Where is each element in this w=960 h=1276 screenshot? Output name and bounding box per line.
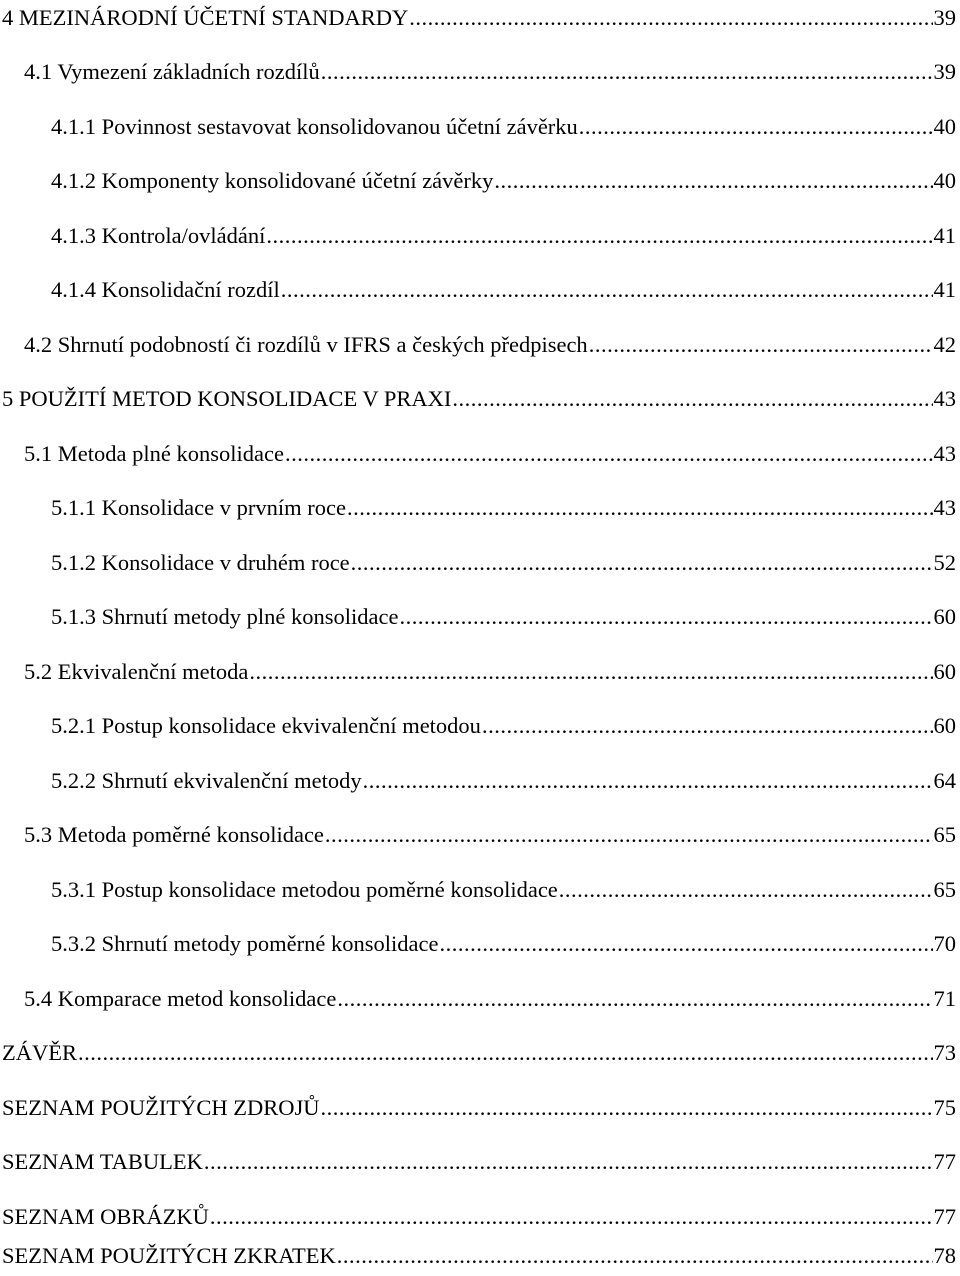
toc-dot-leader <box>78 1035 933 1071</box>
toc-page-number: 42 <box>933 332 956 357</box>
toc-page-number: 60 <box>933 604 956 629</box>
toc-dot-leader <box>409 0 932 36</box>
toc-dot-leader <box>579 109 933 145</box>
toc-entry-5-1[interactable] <box>24 436 956 472</box>
toc-entry-5-1-3[interactable] <box>51 599 956 635</box>
toc-page-number: 71 <box>933 986 956 1011</box>
toc-entry-label: 5.2.1 Postup konsolidace ekvivalenční metodou <box>51 713 481 738</box>
toc-entry-label: 4.1.2 Komponenty konsolidované účetní závěrky <box>51 168 494 193</box>
toc-entry-label: 5.2 Ekvivalenční metoda <box>24 659 249 684</box>
toc-entry-5-2-2[interactable] <box>51 763 956 799</box>
toc-dot-leader <box>285 436 933 472</box>
toc-page-number: 43 <box>933 495 956 520</box>
toc-page-number: 64 <box>933 768 956 793</box>
toc-dot-leader <box>399 599 932 635</box>
toc-entry-5-1-1[interactable] <box>51 490 956 526</box>
toc-dot-leader <box>494 163 932 199</box>
toc-entry-label: 5.1.3 Shrnutí metody plné konsolidace <box>51 604 399 629</box>
toc-entry-label: 5.3.2 Shrnutí metody poměrné konsolidace <box>51 931 439 956</box>
toc-entry-label: SEZNAM TABULEK <box>2 1149 203 1174</box>
toc-entry-label: SEZNAM OBRÁZKŮ <box>2 1204 209 1229</box>
toc-entry-label: 4.1.1 Povinnost sestavovat konsolidovanou účetní závěrku <box>51 114 578 139</box>
toc-page-number: 60 <box>933 659 956 684</box>
toc-entry-5-2-1[interactable] <box>51 708 956 744</box>
toc-dot-leader <box>439 926 932 962</box>
toc-page-number: 40 <box>933 168 956 193</box>
toc-entry-4-1-4[interactable] <box>51 272 956 308</box>
toc-entry-5-2[interactable] <box>24 654 956 690</box>
toc-page-number: 40 <box>933 114 956 139</box>
toc-dot-leader <box>204 1144 933 1180</box>
toc-page-number: 41 <box>933 223 956 248</box>
toc-entry-5-1-2[interactable] <box>51 545 956 581</box>
toc-dot-leader <box>325 817 933 853</box>
toc-entry-label: 4.1.4 Konsolidační rozdíl <box>51 277 280 302</box>
toc-dot-leader <box>210 1199 933 1235</box>
toc-page-number: 77 <box>933 1149 956 1174</box>
toc-entry-seznam-zkratek[interactable] <box>2 1238 956 1274</box>
toc-entry-label: SEZNAM POUŽITÝCH ZDROJŮ <box>2 1095 320 1120</box>
toc-entry-label: 5.3 Metoda poměrné konsolidace <box>24 822 324 847</box>
toc-entry-5-3-2[interactable] <box>51 926 956 962</box>
toc-page-number: 65 <box>933 877 956 902</box>
toc-page-number: 65 <box>933 822 956 847</box>
toc-entry-label: SEZNAM POUŽITÝCH ZKRATEK <box>2 1243 336 1268</box>
toc-entry-label: 5.3.1 Postup konsolidace metodou poměrné konsolidace <box>51 877 558 902</box>
toc-dot-leader <box>363 763 933 799</box>
toc-entry-label: 4 MEZINÁRODNÍ ÚČETNÍ STANDARDY <box>2 5 409 30</box>
toc-entry-seznam-tabulek[interactable] <box>2 1144 956 1180</box>
toc-dot-leader <box>321 54 933 90</box>
toc-dot-leader <box>249 654 932 690</box>
toc-page-number: 39 <box>933 5 956 30</box>
toc-dot-leader <box>321 1090 933 1126</box>
toc-entry-label: 5.2.2 Shrnutí ekvivalenční metody <box>51 768 362 793</box>
toc-entry-label: 4.2 Shrnutí podobností či rozdílů v IFRS a českých předpisech <box>24 332 588 357</box>
toc-dot-leader <box>589 327 933 363</box>
toc-entry-label: ZÁVĚR <box>2 1040 77 1065</box>
toc-page-number: 39 <box>933 59 956 84</box>
toc-dot-leader <box>482 708 933 744</box>
toc-dot-leader <box>559 872 933 908</box>
toc-entry-4-2[interactable] <box>24 327 956 363</box>
toc-entry-4-1-1[interactable] <box>51 109 956 145</box>
toc-entry-4-1[interactable] <box>24 54 956 90</box>
toc-dot-leader <box>452 381 932 417</box>
toc-dot-leader <box>337 1238 933 1274</box>
toc-page-number: 77 <box>933 1204 956 1229</box>
toc-entry-label: 5.1 Metoda plné konsolidace <box>24 441 284 466</box>
toc-dot-leader <box>347 490 933 526</box>
toc-page-number: 43 <box>933 441 956 466</box>
toc-page-number: 43 <box>933 386 956 411</box>
toc-entry-5[interactable] <box>2 381 956 417</box>
toc-page-number: 52 <box>933 550 956 575</box>
toc-entry-label: 5 POUŽITÍ METOD KONSOLIDACE V PRAXI <box>2 386 452 411</box>
toc-page-number: 73 <box>933 1040 956 1065</box>
toc-page-number: 75 <box>933 1095 956 1120</box>
toc-dot-leader <box>351 545 933 581</box>
toc-entry-zaver[interactable] <box>2 1035 956 1071</box>
toc-entry-label: 4.1.3 Kontrola/ovládání <box>51 223 266 248</box>
toc-page-number: 41 <box>933 277 956 302</box>
toc-entry-5-3-1[interactable] <box>51 872 956 908</box>
toc-page-number: 60 <box>933 713 956 738</box>
toc-entry-seznam-obrazku[interactable] <box>2 1199 956 1235</box>
toc-dot-leader <box>266 218 932 254</box>
toc-entry-4[interactable] <box>2 0 956 36</box>
toc-entry-label: 5.1.2 Konsolidace v druhém roce <box>51 550 350 575</box>
toc-entry-seznam-zdroju[interactable] <box>2 1090 956 1126</box>
toc-entry-label: 5.1.1 Konsolidace v prvním roce <box>51 495 346 520</box>
toc-page-number: 78 <box>933 1243 956 1268</box>
toc-entry-4-1-3[interactable] <box>51 218 956 254</box>
toc-entry-5-4[interactable] <box>24 981 956 1017</box>
toc-entry-4-1-2[interactable] <box>51 163 956 199</box>
toc-entry-label: 4.1 Vymezení základních rozdílů <box>24 59 320 84</box>
toc-page-number: 70 <box>933 931 956 956</box>
toc-dot-leader <box>281 272 933 308</box>
toc-entry-5-3[interactable] <box>24 817 956 853</box>
toc-dot-leader <box>337 981 932 1017</box>
toc-entry-label: 5.4 Komparace metod konsolidace <box>24 986 337 1011</box>
